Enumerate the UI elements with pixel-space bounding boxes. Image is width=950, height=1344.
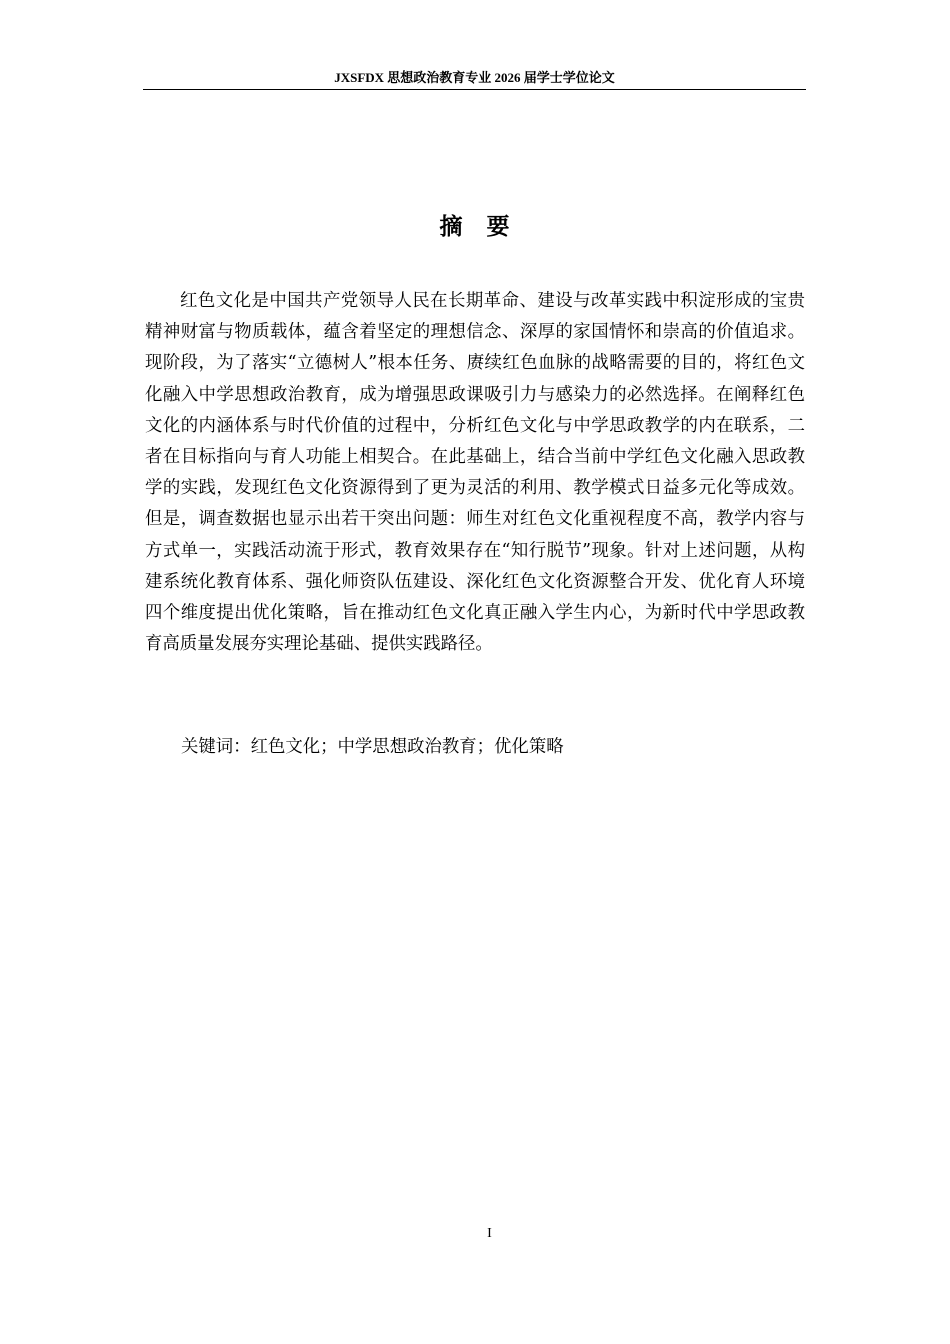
abstract-body: 红色文化是中国共产党领导人民在长期革命、建设与改革实践中积淀形成的宝贵精神财富与物质载体，蕴含着坚定的理想信念、深厚的家国情怀和崇高的价值追求。现阶段，为了落实“立德树人”根本任务、赓续红色血脉的战略需要的目的，将红色文化融入中学思想政治教育，成为增强思政课吸引力与感染力的必然选择。在阐释红色文化的内涵体系与时代价值的过程中，分析红色文化与中学思政教学的内在联系，二者在目标指向与育人功能上相契合。在此基础上，结合当前中学红色文化融入思政教学的实践，发现红色文化资源得到了更为灵活的利用、教学模式日益多元化等成效。但是，调查数据也显示出若干突出问题：师生对红色文化重视程度不高，教学内容与方式单一，实践活动流于形式，教育效果存在“知行脱节”现象。针对上述问题，从构建系统化教育体系、强化师资队伍建设、深化红色文化资源整合开发、优化育人环境四个维度提出优化策略，旨在推动红色文化真正融入学生内心，为新时代中学思政教育高质量发展夯实理论基础、提供实践路径。	[145, 291, 805, 655]
header-rule	[143, 89, 806, 90]
page-title: 摘要	[439, 214, 534, 240]
page-number: I	[487, 1226, 492, 1241]
keywords-line: 关键词：红色文化；中学思想政治教育；优化策略	[181, 737, 564, 757]
running-header: JXSFDX 思想政治教育专业 2026 届学士学位论文	[334, 70, 615, 85]
